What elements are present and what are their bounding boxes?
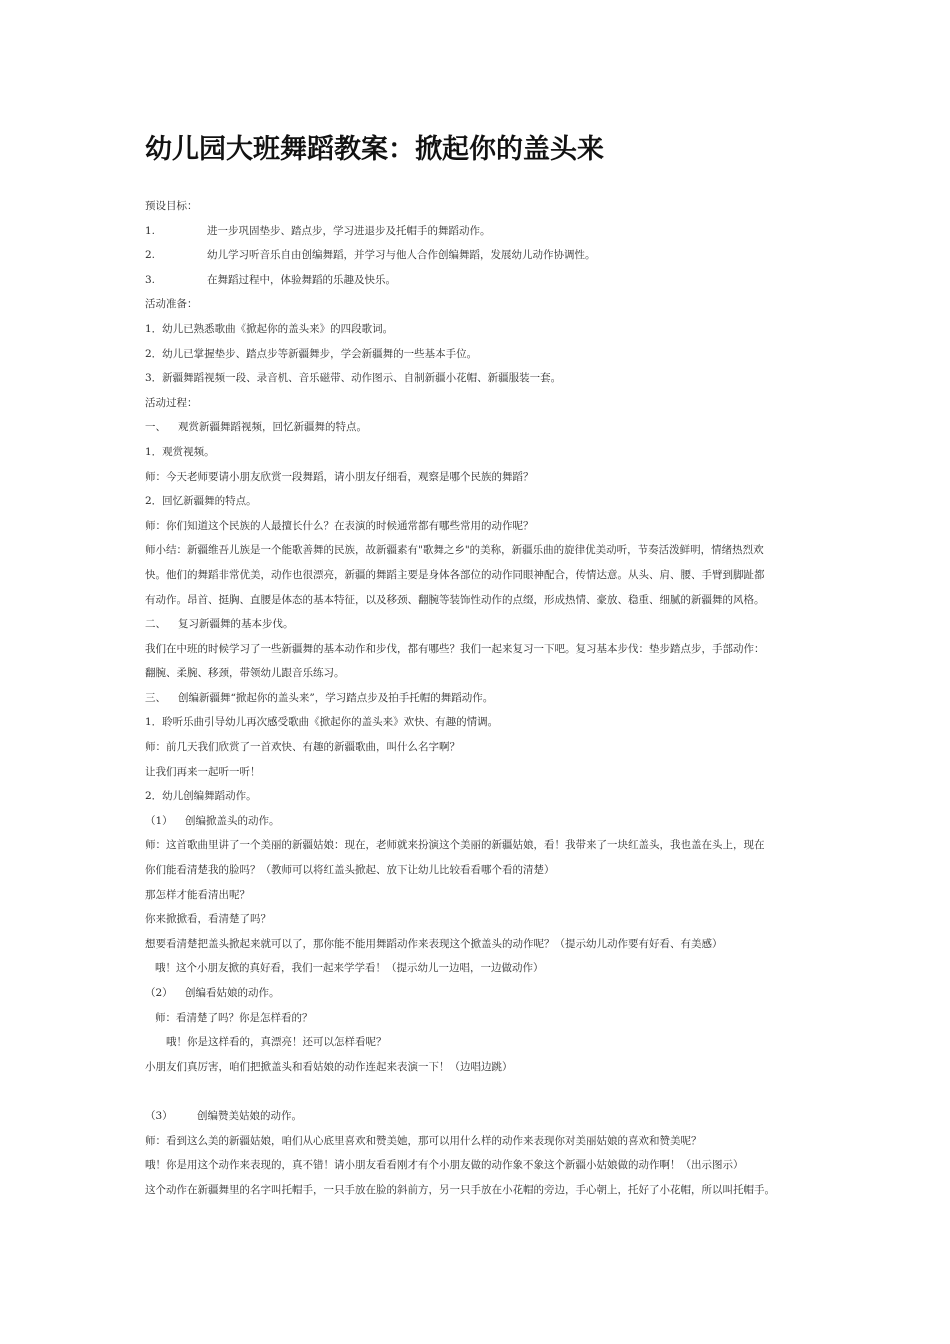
goals-heading: 预设目标： bbox=[145, 200, 198, 212]
process-heading: 活动过程： bbox=[145, 396, 198, 409]
section-heading bbox=[145, 612, 825, 637]
goal-item bbox=[145, 219, 825, 244]
paragraph-line: 我们在中班的时候学习了一些新疆舞的基本动作和步伐，都有哪些？我们一起来复习一下吧。复习基本步伐：垫步踏点步，手部动作： bbox=[145, 642, 765, 655]
goal-number: 2. bbox=[145, 249, 156, 262]
goal-text: 幼儿学习听音乐自由创编舞蹈，并学习与他人合作创编舞蹈，发展幼儿动作协调性。 bbox=[207, 249, 596, 262]
paragraph-line: 1．聆听乐曲引导幼儿再次感受歌曲《掀起你的盖头来》欢快、有趣的情调。 bbox=[145, 716, 499, 729]
goal-number: 3. bbox=[145, 273, 156, 286]
paragraph-line: 你来掀掀看，看清楚了吗？ bbox=[145, 913, 271, 926]
paragraph-line: 2．幼儿创编舞蹈动作。 bbox=[145, 790, 257, 803]
paragraph-line: 师：今天老师要请小朋友欣赏一段舞蹈，请小朋友仔细看，观察是哪个民族的舞蹈？ bbox=[145, 470, 534, 483]
document-title: 幼儿园大班舞蹈教案：掀起你的盖头来 bbox=[145, 134, 604, 165]
paragraph-line: 小朋友们真厉害，咱们把掀盖头和看姑娘的动作连起来表演一下！（边唱边跳） bbox=[145, 1060, 513, 1073]
prep-item: 3．新疆舞蹈视频一段、录音机、音乐磁带、动作图示、自制新疆小花帽、新疆服装一套。 bbox=[145, 372, 562, 385]
paragraph-line: 师：看到这么美的新疆姑娘，咱们从心底里喜欢和赞美她，那可以用什么样的动作来表现你对美丽姑娘的喜欢和赞美呢？ bbox=[145, 1134, 702, 1147]
goal-text: 在舞蹈过程中，体验舞蹈的乐趣及快乐。 bbox=[207, 273, 396, 286]
paragraph-line: 师：这首歌曲里讲了一个美丽的新疆姑娘：现在，老师就来扮演这个美丽的新疆姑娘，看！我带来了一块红盖头，我也盖在头上，现在 bbox=[145, 839, 765, 852]
goal-item bbox=[145, 268, 825, 293]
section-heading bbox=[145, 415, 825, 440]
subsection-number: （1） bbox=[145, 814, 173, 827]
section-title: 观赏新疆舞蹈视频，回忆新疆舞的特点。 bbox=[178, 421, 367, 434]
section-title: 创编新疆舞“掀起你的盖头来”，学习踏点步及拍手托帽的舞蹈动作。 bbox=[178, 691, 494, 704]
subsection-number: （2） bbox=[145, 987, 173, 999]
paragraph-line: 想要看清楚把盖头掀起来就可以了，那你能不能用舞蹈动作来表现这个掀盖头的动作呢？（提示幼儿动作要有好看、有美感） bbox=[145, 937, 723, 950]
goal-item bbox=[145, 243, 825, 268]
paragraph-line: 那怎样才能看清出呢？ bbox=[145, 888, 250, 901]
prep-item: 1．幼儿已熟悉歌曲《掀起你的盖头来》的四段歌词。 bbox=[145, 322, 394, 335]
section-number: 二、 bbox=[145, 618, 166, 631]
paragraph-line: 2．回忆新疆舞的特点。 bbox=[145, 495, 257, 508]
paragraph-line: 师：前几天我们欣赏了一首欢快、有趣的新疆歌曲，叫什么名字啊？ bbox=[145, 741, 460, 754]
paragraph-line: 师：看清楚了吗？你是怎样看的？ bbox=[155, 1011, 313, 1024]
blank-line bbox=[145, 1079, 825, 1104]
section-heading bbox=[145, 686, 825, 711]
paragraph-line: 这个动作在新疆舞里的名字叫托帽手，一只手放在脸的斜前方，另一只手放在小花帽的旁边，手心朝上，托好了小花帽，所以叫托帽手。 bbox=[145, 1183, 775, 1196]
section-number: 三、 bbox=[145, 691, 166, 704]
prep-item: 2．幼儿已掌握垫步、踏点步等新疆舞步，学会新疆舞的一些基本手位。 bbox=[145, 347, 478, 360]
subsection-heading bbox=[145, 1104, 825, 1129]
paragraph-line: 哦！你是这样看的，真漂亮！还可以怎样看呢？ bbox=[166, 1036, 387, 1049]
subsection-title: 创编看姑娘的动作。 bbox=[185, 987, 280, 999]
subsection-title: 创编掀盖头的动作。 bbox=[185, 814, 280, 827]
prep-heading: 活动准备： bbox=[145, 298, 198, 311]
subsection-number: （3） bbox=[145, 1109, 173, 1122]
section-title: 复习新疆舞的基本步伐。 bbox=[178, 618, 294, 631]
paragraph-line: 快。他们的舞蹈非常优美，动作也很漂亮，新疆的舞蹈主要是身体各部位的动作同眼神配合，传情达意。从头、肩、腰、手臂到脚趾都 bbox=[145, 568, 765, 581]
paragraph-line: 让我们再来一起听一听！ bbox=[145, 765, 261, 778]
subsection-heading bbox=[145, 981, 825, 1006]
subsection-title: 创编赞美姑娘的动作。 bbox=[197, 1109, 302, 1122]
document-body bbox=[145, 194, 825, 1202]
paragraph-line: 师小结：新疆维吾儿族是一个能歌善舞的民族，故新疆素有"歌舞之乡"的美称，新疆乐曲的旋律优美动听，节奏活泼鲜明，情绪热烈欢 bbox=[145, 544, 764, 557]
paragraph-line: 你们能看清楚我的脸吗？（教师可以将红盖头掀起、放下让幼儿比较看看哪个看的清楚） bbox=[145, 864, 555, 877]
paragraph-line: 有动作。昂首、挺胸、直腰是体态的基本特征，以及移颈、翻腕等装饰性动作的点缀，形成热情、豪放、稳重、细腻的新疆舞的风格。 bbox=[145, 593, 765, 606]
goal-number: 1. bbox=[145, 224, 156, 237]
paragraph-line: 哦！你是用这个动作来表现的，真不错！请小朋友看看刚才有个小朋友做的动作象不象这个新疆小姑娘做的动作啊！（出示图示） bbox=[145, 1159, 744, 1172]
section-number: 一、 bbox=[145, 421, 166, 434]
paragraph-line: 1．观赏视频。 bbox=[145, 445, 215, 458]
paragraph-line: 师：你们知道这个民族的人最擅长什么？在表演的时候通常都有哪些常用的动作呢？ bbox=[145, 519, 534, 532]
paragraph-line: 哦！这个小朋友掀的真好看，我们一起来学学看！（提示幼儿一边唱，一边做动作） bbox=[155, 962, 544, 975]
goal-text: 进一步巩固垫步、踏点步，学习进退步及托帽手的舞蹈动作。 bbox=[207, 224, 491, 237]
subsection-heading bbox=[145, 809, 825, 834]
paragraph-line: 翻腕、柔腕、移颈，带领幼儿跟音乐练习。 bbox=[145, 667, 345, 680]
